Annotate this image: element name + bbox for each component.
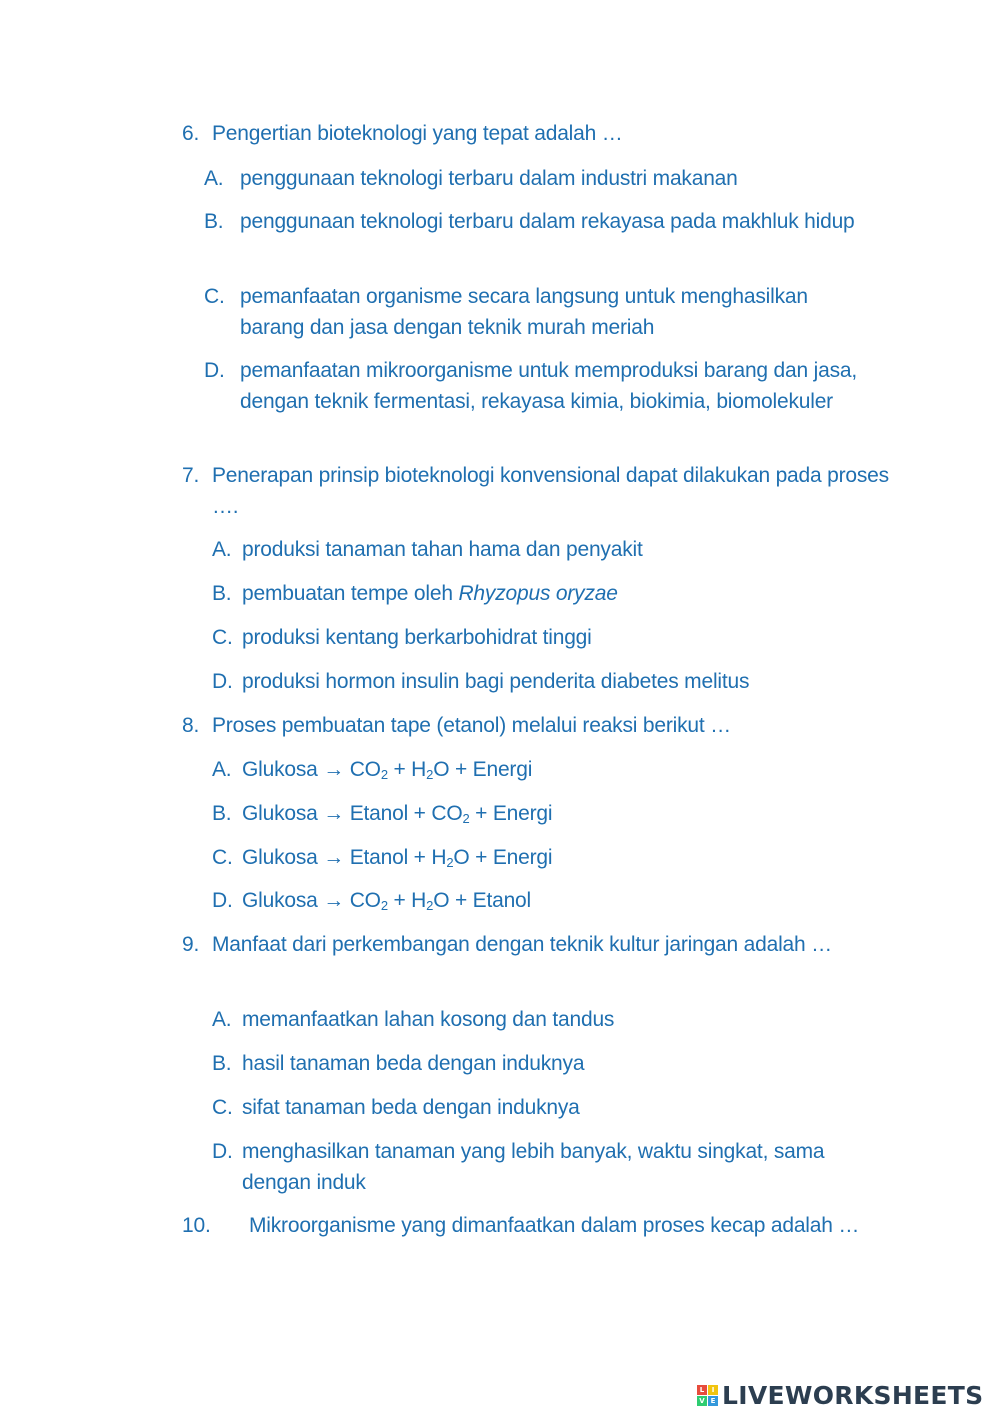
brand-name: LIVEWORKSHEETS (722, 1380, 984, 1410)
question-10-number: 10. (182, 1214, 211, 1237)
question-7-text: Penerapan prinsip bioteknologi konvensional dapat dilakukan pada proses …. (212, 464, 889, 518)
q7-option-a: produksi tanaman tahan hama dan penyakit (242, 538, 643, 561)
q7-option-c-letter: C. (212, 626, 233, 649)
question-7-number: 7. (182, 464, 200, 487)
q8-option-c: Glukosa → Etanol + $H_2O$ + Energi (242, 846, 553, 870)
logo-letter-i: I (708, 1385, 718, 1395)
q8-option-a: Glukosa → $CO_2 + H_2O$ + Energi (242, 758, 533, 782)
q9-option-a-letter: A. (212, 1008, 232, 1031)
q9-option-a: memanfaatkan lahan kosong dan tandus (242, 1008, 615, 1031)
question-8-text: Proses pembuatan tape (etanol) melalui reaksi berikut … (212, 714, 731, 737)
q8-option-d-letter: D. (212, 889, 233, 912)
q6-option-b-letter: B. (204, 210, 224, 233)
q6-option-a-letter: A. (204, 167, 224, 190)
question-9-text: Manfaat dari perkembangan dengan teknik kultur jaringan adalah … (212, 933, 832, 956)
q9-option-d-letter: D. (212, 1140, 233, 1163)
question-6-number: 6. (182, 122, 200, 145)
q9-option-c-letter: C. (212, 1096, 233, 1119)
question-8-number: 8. (182, 714, 200, 737)
q6-option-d: pemanfaatan mikroorganisme untuk memproduksi barang dan jasa, dengan teknik fermentasi, rekayasa kimia, biokimia, biomolekuler (240, 359, 857, 413)
q6-option-c-letter: C. (204, 285, 225, 308)
q6-option-a: penggunaan teknologi terbaru dalam industri makanan (240, 167, 738, 190)
q6-option-b: penggunaan teknologi terbaru dalam rekayasa pada makhluk hidup (240, 210, 855, 233)
q7-option-d: produksi hormon insulin bagi penderita diabetes melitus (242, 670, 750, 693)
q9-option-b: hasil tanaman beda dengan induknya (242, 1052, 585, 1075)
q7-option-c: produksi kentang berkarbohidrat tinggi (242, 626, 592, 649)
question-9-number: 9. (182, 933, 200, 956)
q8-option-b: Glukosa → Etanol + $CO_2$ + Energi (242, 802, 553, 826)
logo-letter-e: E (708, 1396, 718, 1406)
q7-option-b-text: pembuatan tempe oleh (242, 582, 459, 605)
q9-option-c: sifat tanaman beda dengan induknya (242, 1096, 580, 1119)
liveworksheets-brand (697, 1380, 983, 1410)
logo-letter-l: L (697, 1385, 707, 1395)
q7-option-b (242, 578, 882, 609)
q9-option-d: menghasilkan tanaman yang lebih banyak, waktu singkat, sama dengan induk (242, 1140, 825, 1194)
q7-option-a-letter: A. (212, 538, 232, 561)
liveworksheets-logo-icon (697, 1385, 718, 1406)
q7-option-d-letter: D. (212, 670, 233, 693)
logo-letter-v: V (697, 1396, 707, 1406)
q6-option-d-letter: D. (204, 359, 225, 382)
q9-option-b-letter: B. (212, 1052, 232, 1075)
question-6-text: Pengertian bioteknologi yang tepat adalah … (212, 122, 623, 145)
q8-option-d: Glukosa → $CO_2 + H_2O$ + Etanol (242, 889, 531, 913)
q8-option-c-letter: C. (212, 846, 233, 869)
question-10-text: Mikroorganisme yang dimanfaatkan dalam proses kecap adalah … (249, 1214, 860, 1237)
q8-option-b-letter: B. (212, 802, 232, 825)
q7-option-b-species: Rhyzopus oryzae (458, 582, 618, 605)
q8-option-a-letter: A. (212, 758, 232, 781)
q7-option-b-letter: B. (212, 582, 232, 605)
q6-option-c: pemanfaatan organisme secara langsung untuk menghasilkan barang dan jasa dengan teknik murah meriah (240, 285, 808, 339)
